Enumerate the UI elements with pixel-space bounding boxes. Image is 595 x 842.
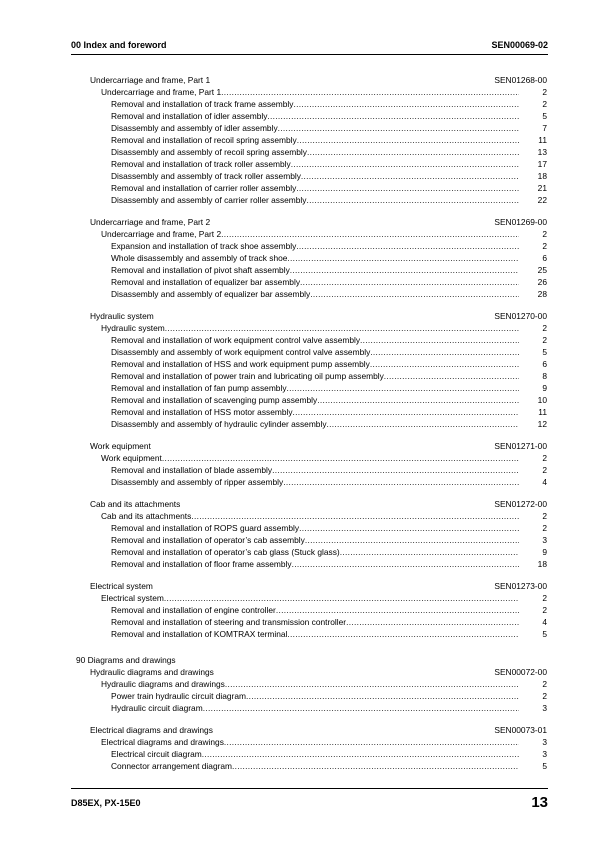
part-title: Electrical diagrams and drawings [90, 725, 213, 735]
toc-item-row [0, 264, 547, 276]
entry-title: Removal and installation of work equipment control valve assembly [111, 335, 361, 345]
part-document-code: SEN01268-00 [494, 75, 547, 85]
entry-title: Removal and installation of operator’s cab glass (Stuck glass) [111, 547, 340, 557]
entry-page-number: 12 [537, 419, 547, 429]
dot-leader [317, 394, 519, 406]
dot-leader [370, 346, 519, 358]
toc-item-row [0, 616, 547, 628]
entry-title: Disassembly and assembly of work equipment control valve assembly [111, 347, 371, 357]
part-document-code: SEN01270-00 [494, 311, 547, 321]
toc-item-row [0, 370, 547, 382]
entry-page-number: 2 [542, 323, 547, 333]
dot-leader [221, 86, 519, 98]
toc-item-row [0, 546, 547, 558]
entry-title: Removal and installation of carrier roller assembly [111, 183, 297, 193]
toc-item-row [0, 418, 547, 430]
entry-title: Disassembly and assembly of recoil spring assembly [111, 147, 307, 157]
entry-page-number: 9 [542, 547, 547, 557]
entry-page-number: 13 [537, 147, 547, 157]
part-document-code: SEN01272-00 [494, 499, 547, 509]
entry-page-number: 9 [542, 383, 547, 393]
toc-item-row [0, 690, 547, 702]
toc-item-row [0, 534, 547, 546]
toc-item-row [0, 146, 547, 158]
dot-leader [370, 358, 519, 370]
entry-title: Disassembly and assembly of carrier roller assembly [111, 195, 307, 205]
entry-page-number: 5 [542, 347, 547, 357]
page-footer [71, 796, 548, 816]
entry-page-number: 2 [542, 523, 547, 533]
entry-title: Hydraulic circuit diagram [111, 703, 203, 713]
entry-page-number: 2 [542, 593, 547, 603]
dot-leader [327, 418, 519, 430]
entry-title: Disassembly and assembly of hydraulic cylinder assembly [111, 419, 327, 429]
page-number: 13 [531, 794, 548, 811]
toc-part-row [0, 440, 595, 452]
toc-item-row [0, 182, 547, 194]
dot-leader [300, 276, 519, 288]
toc-item-row [0, 122, 547, 134]
entry-page-number: 10 [537, 395, 547, 405]
dot-leader [293, 406, 519, 418]
dot-leader [360, 334, 519, 346]
dot-leader [293, 98, 519, 110]
part-title: Hydraulic diagrams and drawings [90, 667, 214, 677]
entry-page-number: 11 [538, 135, 547, 145]
dot-leader [307, 146, 519, 158]
entry-title: Removal and installation of ROPS guard assembly [111, 523, 300, 533]
toc-item-row [0, 760, 547, 772]
toc-item-row [0, 288, 547, 300]
entry-title: Electrical system [101, 593, 164, 603]
entry-title: Hydraulic diagrams and drawings [101, 679, 225, 689]
entry-page-number: 3 [542, 703, 547, 713]
entry-page-number: 11 [538, 407, 547, 417]
entry-page-number: 5 [542, 629, 547, 639]
entry-page-number: 7 [542, 123, 547, 133]
toc-chapter-row [0, 736, 547, 748]
toc-item-row [0, 276, 547, 288]
dot-leader [232, 760, 519, 772]
dot-leader [305, 534, 519, 546]
footer-model: D85EX, PX-15E0 [71, 798, 141, 808]
entry-title: Removal and installation of operator’s cab assembly [111, 535, 305, 545]
part-document-code: SEN00072-00 [494, 667, 547, 677]
toc-item-row [0, 194, 547, 206]
entry-page-number: 4 [542, 617, 547, 627]
part-title: Undercarriage and frame, Part 2 [90, 217, 211, 227]
entry-title: Removal and installation of power train and lubricating oil pump assembly [111, 371, 384, 381]
toc-item-row [0, 240, 547, 252]
toc-section-heading [0, 654, 595, 666]
dot-leader [224, 736, 519, 748]
dot-leader [301, 170, 519, 182]
entry-title: Undercarriage and frame, Part 1 [101, 87, 222, 97]
entry-page-number: 28 [537, 289, 547, 299]
dot-leader [191, 510, 519, 522]
dot-leader [291, 158, 519, 170]
dot-leader [276, 604, 519, 616]
entry-title: Removal and installation of idler assembly [111, 111, 268, 121]
entry-page-number: 2 [542, 679, 547, 689]
toc-part-row [0, 216, 595, 228]
dot-leader [272, 464, 519, 476]
toc-item-row [0, 346, 547, 358]
part-title: Work equipment [90, 441, 151, 451]
toc-item-row [0, 334, 547, 346]
section-title: 90 Diagrams and drawings [76, 655, 176, 665]
entry-page-number: 2 [542, 335, 547, 345]
toc-item-row [0, 406, 547, 418]
entry-title: Removal and installation of scavenging pump assembly [111, 395, 318, 405]
toc-item-row [0, 522, 547, 534]
toc-item-row [0, 394, 547, 406]
entry-title: Removal and installation of HSS and work equipment pump assembly [111, 359, 370, 369]
dot-leader [296, 182, 519, 194]
toc-chapter-row [0, 322, 547, 334]
dot-leader [310, 288, 519, 300]
dot-leader [292, 558, 519, 570]
entry-page-number: 2 [542, 691, 547, 701]
dot-leader [296, 240, 519, 252]
part-title: Cab and its attachments [90, 499, 181, 509]
entry-page-number: 2 [542, 241, 547, 251]
entry-page-number: 26 [537, 277, 547, 287]
toc-part-row [0, 74, 595, 86]
toc-item-row [0, 702, 547, 714]
toc-item-row [0, 628, 547, 640]
entry-page-number: 25 [537, 265, 547, 275]
entry-page-number: 6 [542, 359, 547, 369]
entry-title: Disassembly and assembly of equalizer bar assembly [111, 289, 311, 299]
entry-title: Removal and installation of recoil spring assembly [111, 135, 297, 145]
dot-leader [297, 134, 519, 146]
toc-chapter-row [0, 452, 547, 464]
part-title: Undercarriage and frame, Part 1 [90, 75, 211, 85]
entry-title: Hydraulic system [101, 323, 165, 333]
toc-item-row [0, 134, 547, 146]
toc-item-row [0, 476, 547, 488]
entry-title: Removal and installation of KOMTRAX terminal [111, 629, 288, 639]
entry-page-number: 5 [542, 761, 547, 771]
entry-title: Removal and installation of blade assembly [111, 465, 273, 475]
entry-page-number: 4 [542, 477, 547, 487]
entry-title: Removal and installation of pivot shaft assembly [111, 265, 290, 275]
part-document-code: SEN01273-00 [494, 581, 547, 591]
part-document-code: SEN01271-00 [494, 441, 547, 451]
toc-item-row [0, 110, 547, 122]
entry-page-number: 22 [537, 195, 547, 205]
dot-leader [340, 546, 519, 558]
toc-part-row [0, 666, 595, 678]
entry-page-number: 18 [537, 559, 547, 569]
header-document-code: SEN00069-02 [491, 40, 548, 50]
entry-page-number: 21 [537, 183, 547, 193]
header-rule [71, 54, 548, 55]
entry-page-number: 2 [542, 87, 547, 97]
toc-chapter-row [0, 228, 547, 240]
entry-page-number: 17 [537, 159, 547, 169]
dot-leader [267, 110, 519, 122]
entry-page-number: 2 [542, 511, 547, 521]
toc-item-row [0, 604, 547, 616]
dot-leader [287, 252, 519, 264]
toc-item-row [0, 464, 547, 476]
toc-item-row [0, 558, 547, 570]
dot-leader [384, 370, 519, 382]
part-title: Electrical system [90, 581, 153, 591]
entry-title: Removal and installation of floor frame assembly [111, 559, 292, 569]
entry-title: Removal and installation of track roller assembly [111, 159, 291, 169]
entry-page-number: 18 [537, 171, 547, 181]
part-document-code: SEN01269-00 [494, 217, 547, 227]
toc-chapter-row [0, 510, 547, 522]
entry-title: Removal and installation of fan pump assembly [111, 383, 287, 393]
part-document-code: SEN00073-01 [494, 725, 547, 735]
dot-leader [164, 592, 519, 604]
dot-leader [221, 228, 519, 240]
part-title: Hydraulic system [90, 311, 154, 321]
entry-title: Cab and its attachments [101, 511, 192, 521]
toc-part-row [0, 310, 595, 322]
dot-leader [225, 678, 519, 690]
toc-chapter-row [0, 86, 547, 98]
entry-title: Whole disassembly and assembly of track shoe [111, 253, 288, 263]
toc-item-row [0, 98, 547, 110]
entry-page-number: 6 [542, 253, 547, 263]
entry-page-number: 2 [542, 453, 547, 463]
entry-page-number: 3 [542, 749, 547, 759]
dot-leader [278, 122, 519, 134]
entry-title: Expansion and installation of track shoe assembly [111, 241, 297, 251]
toc-chapter-row [0, 592, 547, 604]
entry-title: Connector arrangement diagram [111, 761, 233, 771]
toc-part-row [0, 580, 595, 592]
toc-item-row [0, 748, 547, 760]
dot-leader [287, 382, 519, 394]
entry-title: Disassembly and assembly of ripper assembly [111, 477, 284, 487]
dot-leader [306, 194, 519, 206]
dot-leader [299, 522, 519, 534]
toc-part-row [0, 724, 595, 736]
entry-page-number: 2 [542, 99, 547, 109]
entry-title: Removal and installation of track frame assembly [111, 99, 294, 109]
dot-leader [202, 748, 519, 760]
dot-leader [287, 628, 519, 640]
dot-leader [246, 690, 519, 702]
toc-part-row [0, 498, 595, 510]
page-header [71, 40, 548, 52]
dot-leader [203, 702, 519, 714]
entry-title: Electrical diagrams and drawings [101, 737, 224, 747]
entry-title: Work equipment [101, 453, 162, 463]
toc-item-row [0, 382, 547, 394]
dot-leader [283, 476, 519, 488]
toc-item-row [0, 252, 547, 264]
dot-leader [346, 616, 519, 628]
toc-item-row [0, 358, 547, 370]
entry-title: Removal and installation of HSS motor assembly [111, 407, 293, 417]
entry-page-number: 8 [542, 371, 547, 381]
table-of-contents [0, 74, 595, 772]
entry-title: Removal and installation of equalizer bar assembly [111, 277, 301, 287]
dot-leader [290, 264, 519, 276]
entry-title: Undercarriage and frame, Part 2 [101, 229, 222, 239]
entry-page-number: 2 [542, 465, 547, 475]
toc-chapter-row [0, 678, 547, 690]
entry-title: Removal and installation of steering and transmission controller [111, 617, 347, 627]
toc-item-row [0, 170, 547, 182]
header-section-title: 00 Index and foreword [71, 40, 167, 50]
footer-rule [71, 788, 548, 789]
entry-title: Disassembly and assembly of idler assembly [111, 123, 278, 133]
entry-page-number: 2 [542, 229, 547, 239]
entry-page-number: 3 [542, 737, 547, 747]
entry-page-number: 2 [542, 605, 547, 615]
entry-title: Removal and installation of engine controller [111, 605, 276, 615]
entry-title: Disassembly and assembly of track roller assembly [111, 171, 301, 181]
entry-title: Power train hydraulic circuit diagram [111, 691, 246, 701]
entry-page-number: 5 [542, 111, 547, 121]
entry-page-number: 3 [542, 535, 547, 545]
toc-item-row [0, 158, 547, 170]
dot-leader [165, 322, 519, 334]
dot-leader [162, 452, 519, 464]
entry-title: Electrical circuit diagram [111, 749, 202, 759]
